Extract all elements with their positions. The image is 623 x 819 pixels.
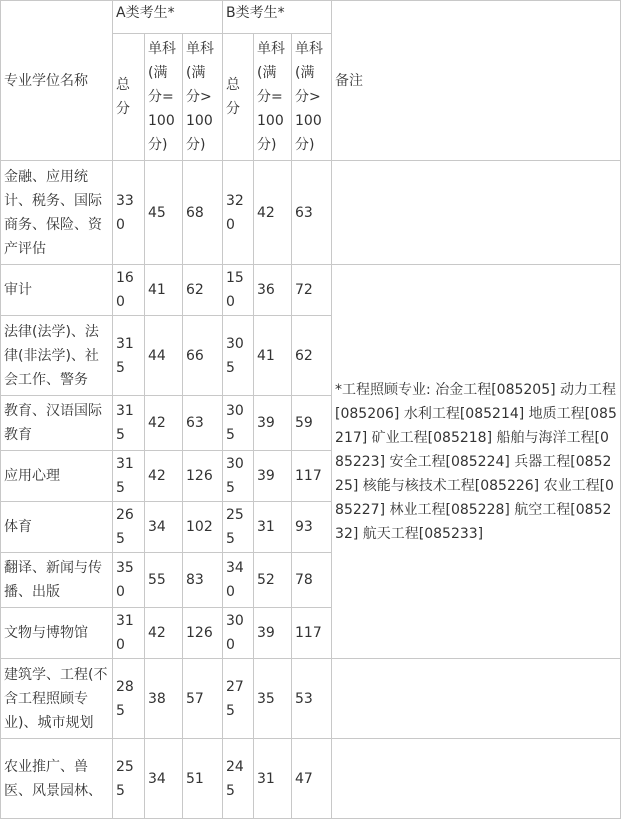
- b-single-100: 31: [254, 502, 292, 553]
- header-group-b: B类考生*: [223, 1, 332, 34]
- b-single-100: 36: [254, 265, 292, 316]
- a-total: 310: [113, 608, 145, 659]
- b-single-over-100: 62: [292, 316, 332, 396]
- a-single-100: 34: [145, 739, 183, 819]
- header-b-total: 总分: [223, 34, 254, 161]
- b-single-over-100: 117: [292, 451, 332, 502]
- table-row: [1, 659, 621, 739]
- a-total: 330: [113, 161, 145, 265]
- remark-cell: [332, 161, 621, 265]
- a-single-over-100: 66: [183, 316, 223, 396]
- b-total: 340: [223, 553, 254, 608]
- major-name: 法律(法学)、法律(非法学)、社会工作、警务: [1, 316, 113, 396]
- b-single-100: 39: [254, 451, 292, 502]
- header-group-a: A类考生*: [113, 1, 223, 34]
- header-a-single-100: 单科(满分=100分): [145, 34, 183, 161]
- header-b-single-over-100: 单科(满分>100分): [292, 34, 332, 161]
- b-single-100: 41: [254, 316, 292, 396]
- a-single-100: 55: [145, 553, 183, 608]
- b-single-over-100: 47: [292, 739, 332, 819]
- b-total: 300: [223, 608, 254, 659]
- b-single-100: 35: [254, 659, 292, 739]
- b-single-over-100: 78: [292, 553, 332, 608]
- a-total: 315: [113, 396, 145, 451]
- a-single-over-100: 68: [183, 161, 223, 265]
- major-name: 建筑学、工程(不含工程照顾专业)、城市规划: [1, 659, 113, 739]
- a-single-over-100: 126: [183, 608, 223, 659]
- a-single-over-100: 126: [183, 451, 223, 502]
- a-single-over-100: 62: [183, 265, 223, 316]
- b-total: 320: [223, 161, 254, 265]
- table-row: [1, 739, 621, 819]
- major-name: 审计: [1, 265, 113, 316]
- major-name: 文物与博物馆: [1, 608, 113, 659]
- remark-cell: [332, 739, 621, 819]
- a-single-100: 34: [145, 502, 183, 553]
- header-a-total: 总分: [113, 34, 145, 161]
- major-name: 翻译、新闻与传播、出版: [1, 553, 113, 608]
- b-single-over-100: 72: [292, 265, 332, 316]
- b-single-100: 31: [254, 739, 292, 819]
- b-total: 305: [223, 316, 254, 396]
- major-name: 教育、汉语国际教育: [1, 396, 113, 451]
- header-remark: 备注: [332, 1, 621, 161]
- a-single-over-100: 63: [183, 396, 223, 451]
- major-name: 体育: [1, 502, 113, 553]
- b-single-100: 52: [254, 553, 292, 608]
- b-single-over-100: 63: [292, 161, 332, 265]
- b-total: 245: [223, 739, 254, 819]
- b-single-over-100: 93: [292, 502, 332, 553]
- a-single-over-100: 102: [183, 502, 223, 553]
- a-single-100: 42: [145, 396, 183, 451]
- a-total: 255: [113, 739, 145, 819]
- a-single-100: 45: [145, 161, 183, 265]
- b-total: 150: [223, 265, 254, 316]
- a-single-over-100: 83: [183, 553, 223, 608]
- a-single-over-100: 51: [183, 739, 223, 819]
- major-name: 农业推广、兽医、风景园林、: [1, 739, 113, 819]
- header-b-single-100: 单科(满分=100分): [254, 34, 292, 161]
- header-a-single-over-100: 单科(满分>100分): [183, 34, 223, 161]
- remark-cell: [332, 659, 621, 739]
- b-single-100: 42: [254, 161, 292, 265]
- a-single-100: 42: [145, 608, 183, 659]
- a-total: 160: [113, 265, 145, 316]
- b-single-100: 39: [254, 608, 292, 659]
- a-total: 315: [113, 316, 145, 396]
- major-name: 金融、应用统计、税务、国际商务、保险、资产评估: [1, 161, 113, 265]
- a-single-100: 42: [145, 451, 183, 502]
- table-row: [1, 161, 621, 265]
- a-single-100: 44: [145, 316, 183, 396]
- b-total: 305: [223, 451, 254, 502]
- b-single-over-100: 59: [292, 396, 332, 451]
- b-total: 305: [223, 396, 254, 451]
- a-single-over-100: 57: [183, 659, 223, 739]
- b-total: 275: [223, 659, 254, 739]
- b-single-over-100: 53: [292, 659, 332, 739]
- a-total: 265: [113, 502, 145, 553]
- table-row: [1, 265, 621, 316]
- a-single-100: 38: [145, 659, 183, 739]
- major-name: 应用心理: [1, 451, 113, 502]
- b-single-over-100: 117: [292, 608, 332, 659]
- b-total: 255: [223, 502, 254, 553]
- a-single-100: 41: [145, 265, 183, 316]
- engineering-note: *工程照顾专业: 冶金工程[085205] 动力工程[085206] 水利工程[085214] 地质工程[085217] 矿业工程[085218] 船舶与海洋工程[085223] 安全工程[085224] 兵器工程[085225] 核能与核技术工程[085226] 农业工程[085227] 林业工程[085228] 航空工程[085232] 航天工程[085233]: [332, 265, 621, 659]
- a-total: 315: [113, 451, 145, 502]
- a-total: 350: [113, 553, 145, 608]
- header-major: 专业学位名称: [1, 1, 113, 161]
- b-single-100: 39: [254, 396, 292, 451]
- a-total: 285: [113, 659, 145, 739]
